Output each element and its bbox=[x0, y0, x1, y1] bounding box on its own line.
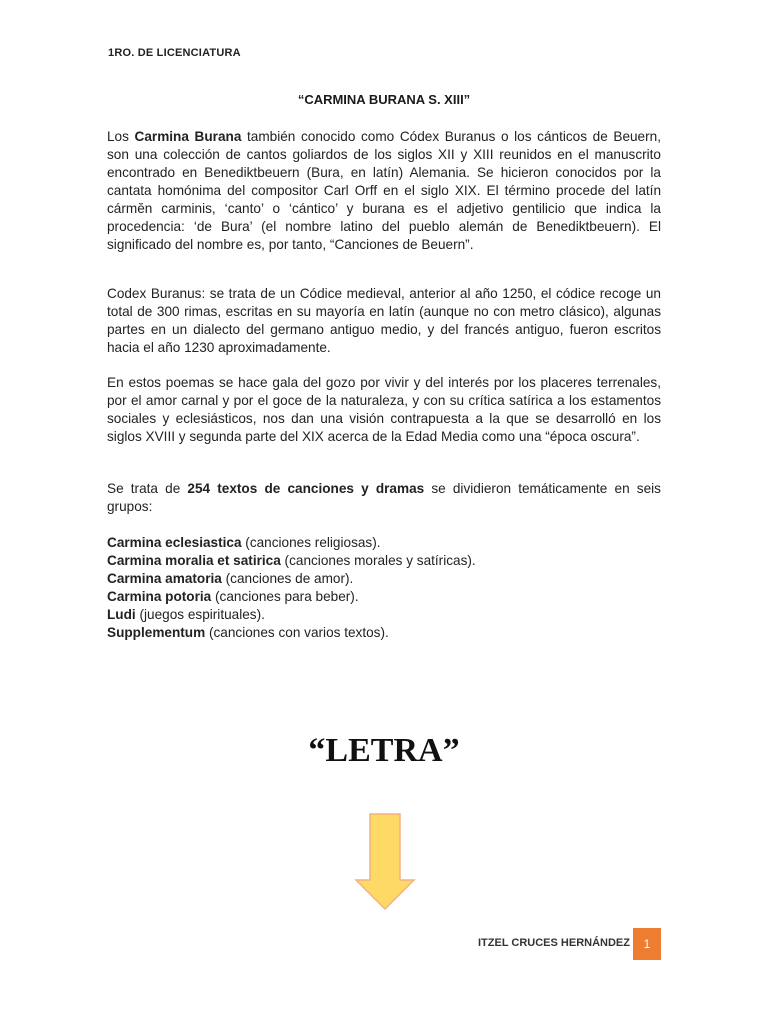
paragraph-intro-bold: Carmina Burana bbox=[134, 129, 242, 144]
group-name: Carmina moralia et satirica bbox=[107, 553, 281, 568]
page-number-badge: 1 bbox=[633, 928, 661, 960]
paragraph-poems: En estos poemas se hace gala del gozo por vivir y del interés por los placeres terrenales, por el amor carnal y por el goce de la naturaleza, y con su crítica satírica a los estamentos sociales y eclesiásticos, nos dan una visión contrapuesta a la que se desarrolló en los siglos XVIII y segunda parte del XIX acerca de la Edad Media como una “época oscura”. bbox=[107, 375, 661, 444]
group-description: (juegos espirituales). bbox=[135, 607, 265, 622]
group-name: Carmina potoria bbox=[107, 589, 212, 604]
paragraph-groups-intro bbox=[107, 480, 661, 516]
group-description: (canciones morales y satíricas). bbox=[280, 553, 476, 568]
arrow-down-icon bbox=[354, 812, 416, 917]
list-item bbox=[107, 624, 661, 642]
group-name: Ludi bbox=[107, 607, 136, 622]
lyrics-heading: “LETRA” bbox=[308, 732, 460, 769]
group-name: Carmina amatoria bbox=[107, 571, 222, 586]
group-description: (canciones religiosas). bbox=[241, 535, 381, 550]
paragraph-groups-intro-bold: 254 textos de canciones y dramas bbox=[187, 481, 425, 496]
group-description: (canciones con varios textos). bbox=[205, 625, 389, 640]
document-title: “CARMINA BURANA S. XIII” bbox=[297, 92, 471, 107]
paragraph-intro-pre: Los bbox=[107, 129, 135, 144]
group-description: (canciones de amor). bbox=[221, 571, 354, 586]
list-item bbox=[107, 588, 661, 606]
list-item bbox=[107, 570, 661, 588]
group-list bbox=[107, 534, 661, 642]
paragraph-groups-intro-post: se dividieron temáticamente en seis grupos: bbox=[107, 481, 661, 514]
group-name: Supplementum bbox=[107, 625, 206, 640]
list-item bbox=[107, 552, 661, 570]
group-name: Carmina eclesiastica bbox=[107, 535, 242, 550]
list-item bbox=[107, 534, 661, 552]
paragraph-intro-post: también conocido como Códex Buranus o los cánticos de Beuern, son una colección de cantos goliardos de los siglos XII y XIII reunidos en el manuscrito encontrado en Benediktbeuern (Bura, en latín) Alemania. Se hicieron conocidos por la cantata homónima del compositor Carl Orff en el siglo XIX. El término procede del latín cármĕn carminis, ‘canto’ o ‘cántico’ y burana es el adjetivo gentilicio que indica la procedencia: ‘de Bura’ (el nombre latino del pueblo alemán de Benediktbeuern). El significado del nombre es, por tanto, “Canciones de Beuern”. bbox=[107, 129, 661, 252]
document-header: 1RO. DE LICENCIATURA bbox=[108, 47, 241, 59]
group-description: (canciones para beber). bbox=[211, 589, 359, 604]
footer-author: ITZEL CRUCES HERNÁNDEZ bbox=[478, 937, 630, 949]
list-item bbox=[107, 606, 661, 624]
paragraph-groups-intro-pre: Se trata de bbox=[107, 481, 188, 496]
paragraph-intro bbox=[107, 128, 661, 254]
paragraph-codex: Codex Buranus: se trata de un Códice medieval, anterior al año 1250, el códice recoge un total de 300 rimas, escritas en su mayoría en latín (aunque no con metro clásico), algunas partes en un dialecto del germano antiguo medio, y del francés antiguo, fueron escritos hacia el año 1230 aproximadamente. bbox=[107, 286, 661, 355]
